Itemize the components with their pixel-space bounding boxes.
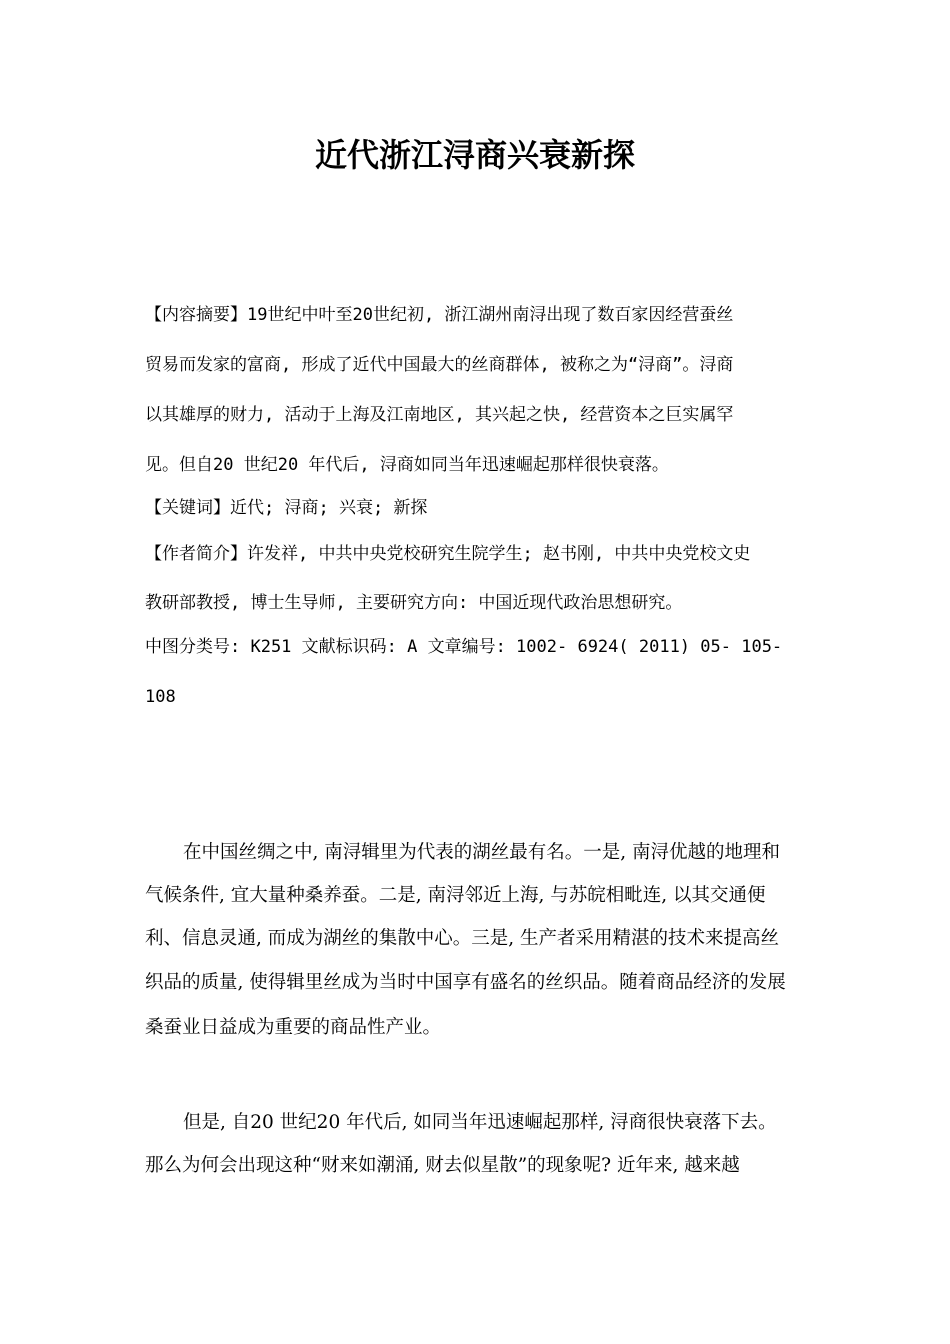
abstract-line: 贸易而发家的富商, 形成了近代中国最大的丝商群体, 被称之为“浔商”。浔商	[145, 355, 734, 375]
classification-line: 108	[145, 687, 176, 707]
body-paragraph-line: 气候条件, 宜大量种桑养蚕。二是, 南浔邻近上海, 与苏皖相毗连, 以其交通便	[145, 885, 766, 906]
body-paragraph-line: 桑蚕业日益成为重要的商品性产业。	[145, 1017, 442, 1038]
abstract-line: 见。但自20 世纪20 年代后, 浔商如同当年迅速崛起那样很快衰落。	[145, 455, 669, 475]
keywords-line: 【关键词】近代; 浔商; 兴衰; 新探	[145, 498, 428, 518]
body-paragraph-line: 织品的质量, 使得辑里丝成为当时中国享有盛名的丝织品。随着商品经济的发展	[145, 972, 786, 993]
body-paragraph-line: 利、信息灵通, 而成为湖丝的集散中心。三是, 生产者采用精湛的技术来提高丝	[145, 928, 780, 949]
abstract-line: 【内容摘要】19世纪中叶至20世纪初, 浙江湖州南浔出现了数百家因经营蚕丝	[145, 305, 734, 325]
author-line: 【作者简介】许发祥, 中共中央党校研究生院学生; 赵书刚, 中共中央党校文史	[145, 544, 751, 564]
body-paragraph-line: 在中国丝绸之中, 南浔辑里为代表的湖丝最有名。一是, 南浔优越的地理和	[183, 842, 781, 863]
paper-title: 近代浙江浔商兴衰新探	[314, 136, 635, 174]
body-paragraph-line: 但是, 自20 世纪20 年代后, 如同当年迅速崛起那样, 浔商很快衰落下去。	[183, 1112, 777, 1133]
abstract-line: 以其雄厚的财力, 活动于上海及江南地区, 其兴起之快, 经营资本之巨实属罕	[145, 405, 734, 425]
author-line: 教研部教授, 博士生导师, 主要研究方向: 中国近现代政治思想研究。	[145, 593, 683, 613]
classification-line: 中图分类号: K251 文献标识码: A 文章编号: 1002- 6924( 2011) 05- 105-	[145, 637, 783, 657]
body-paragraph-line: 那么为何会出现这种“财来如潮涌, 财去似星散”的现象呢? 近年来, 越来越	[145, 1155, 740, 1176]
